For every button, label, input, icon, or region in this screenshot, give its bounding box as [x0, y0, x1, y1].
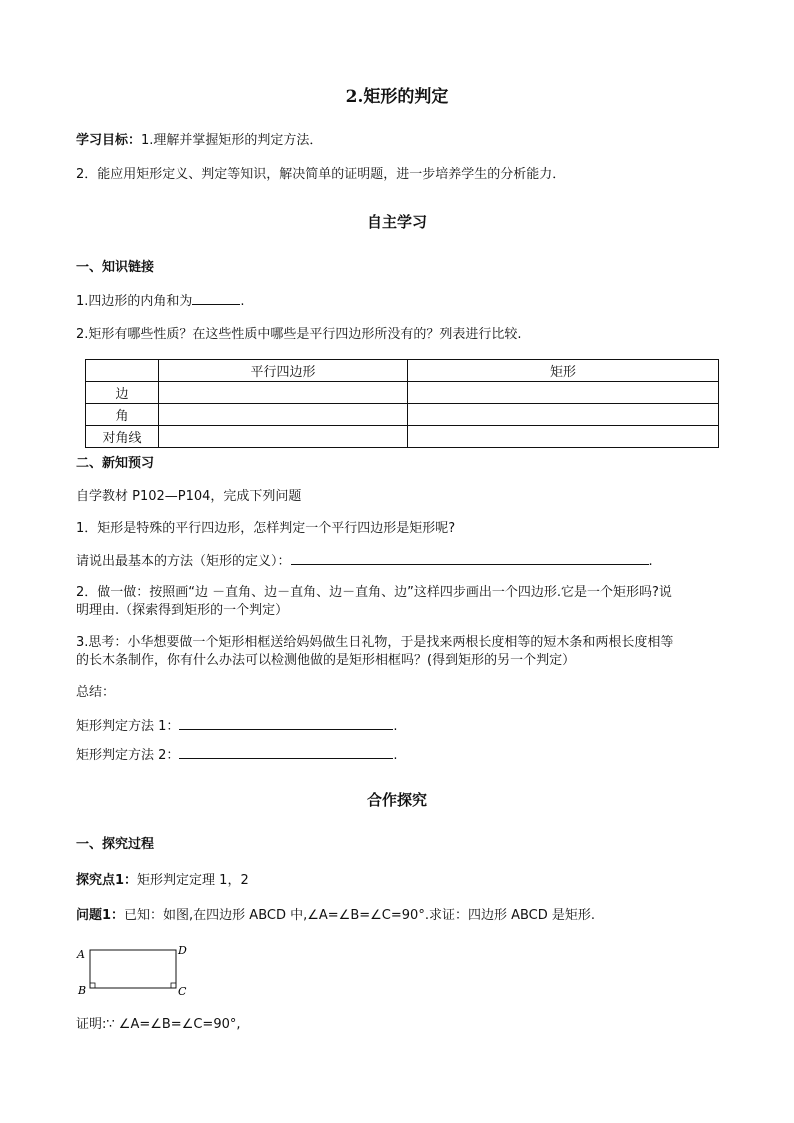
table-cell[interactable] — [408, 382, 719, 404]
row-label: 边 — [86, 382, 159, 404]
rectangle-abcd-figure — [74, 940, 194, 1000]
preview-question-2-line2: 明理由.（探索得到矩形的一个判定） — [76, 603, 289, 618]
summary-label: 总结： — [76, 685, 116, 700]
vertex-label-d: D — [178, 944, 187, 957]
learning-goal-1: 1.理解并掌握矩形的判定方法． — [141, 133, 323, 148]
table-header-cell — [86, 360, 159, 382]
definition-prompt — [76, 552, 653, 571]
method-1-suffix: . — [393, 719, 398, 734]
method-1-label: 矩形判定方法 1： — [76, 719, 180, 734]
section-heading-self-study: 自主学习 — [366, 213, 427, 231]
rectangle-shape — [90, 950, 176, 988]
learning-goals-line1 — [76, 132, 322, 150]
table-cell[interactable] — [159, 382, 408, 404]
table-cell[interactable] — [159, 404, 408, 426]
comparison-table — [85, 359, 719, 448]
definition-prompt-text: 请说出最基本的方法（矩形的定义）： — [76, 554, 291, 569]
exploration-point-label: 探究点1： — [76, 873, 138, 888]
subheading-preview: 二、新知预习 — [76, 456, 155, 471]
table-cell[interactable] — [408, 404, 719, 426]
problem-1 — [76, 907, 595, 925]
table-cell[interactable] — [159, 426, 408, 448]
table-row — [86, 382, 719, 404]
preview-question-2-line1: 2．做一做：按照画“边 －直角、边－直角、边－直角、边”这样四步画出一个四边形.它是一个矩形吗?说 — [76, 585, 672, 600]
row-label: 角 — [86, 404, 159, 426]
vertex-label-a: A — [77, 948, 85, 961]
method-1 — [76, 717, 398, 736]
vertex-label-c: C — [178, 985, 187, 998]
table-header-row — [86, 360, 719, 382]
question-2: 2.矩形有哪些性质？在这些性质中哪些是平行四边形所没有的？列表进行比较. — [76, 327, 522, 342]
vertex-label-b: B — [78, 984, 87, 997]
problem-1-label: 问题1： — [76, 908, 125, 923]
right-angle-mark-b — [90, 983, 95, 988]
preview-question-1: 1．矩形是特殊的平行四边形，怎样判定一个平行四边形是矩形呢? — [76, 521, 456, 536]
exploration-point-1 — [76, 872, 249, 890]
table-header-cell: 矩形 — [408, 360, 719, 382]
question-1-text: 1.四边形的内角和为 — [76, 294, 193, 309]
table-cell[interactable] — [408, 426, 719, 448]
method-2-label: 矩形判定方法 2： — [76, 748, 180, 763]
section-heading-cooperative: 合作探究 — [366, 791, 427, 809]
page-title: 2.矩形的判定 — [345, 87, 449, 107]
proof-start: 证明:∵ ∠A=∠B=∠C=90°, — [76, 1017, 241, 1032]
question-1 — [76, 292, 245, 311]
problem-1-text: 已知：如图,在四边形 ABCD 中,∠A=∠B=∠C=90°.求证：四边形 ABCD 是矩形. — [124, 908, 596, 923]
question-1-suffix: . — [240, 294, 245, 309]
preview-question-3-line1: 3.思考：小华想要做一个矩形相框送给妈妈做生日礼物，于是找来两根长度相等的短木条和两根长度相等 — [76, 635, 674, 650]
learning-goal-2: 2．能应用矩形定义、判定等知识，解决简单的证明题，进一步培养学生的分析能力． — [76, 167, 566, 182]
subheading-knowledge-link: 一、知识链接 — [76, 260, 155, 275]
right-angle-mark-c — [171, 983, 176, 988]
table-row — [86, 426, 719, 448]
method-2 — [76, 746, 398, 765]
method-2-suffix: . — [393, 748, 398, 763]
row-label: 对角线 — [86, 426, 159, 448]
learning-goals-label: 学习目标： — [76, 133, 142, 148]
table-row — [86, 404, 719, 426]
table-header-cell: 平行四边形 — [159, 360, 408, 382]
method-2-blank[interactable] — [179, 746, 393, 759]
exploration-point-text: 矩形判定定理 1，2 — [137, 873, 249, 888]
preview-question-3-line2: 的长木条制作，你有什么办法可以检测他做的是矩形相框吗？(得到矩形的另一个判定） — [76, 653, 576, 668]
definition-answer-blank[interactable] — [291, 552, 649, 565]
definition-prompt-suffix: . — [648, 554, 653, 569]
answer-blank[interactable] — [192, 292, 240, 305]
self-study-intro: 自学教材 P102—P104，完成下列问题 — [76, 489, 302, 504]
method-1-blank[interactable] — [179, 717, 393, 730]
subheading-exploration: 一、探究过程 — [76, 837, 155, 852]
